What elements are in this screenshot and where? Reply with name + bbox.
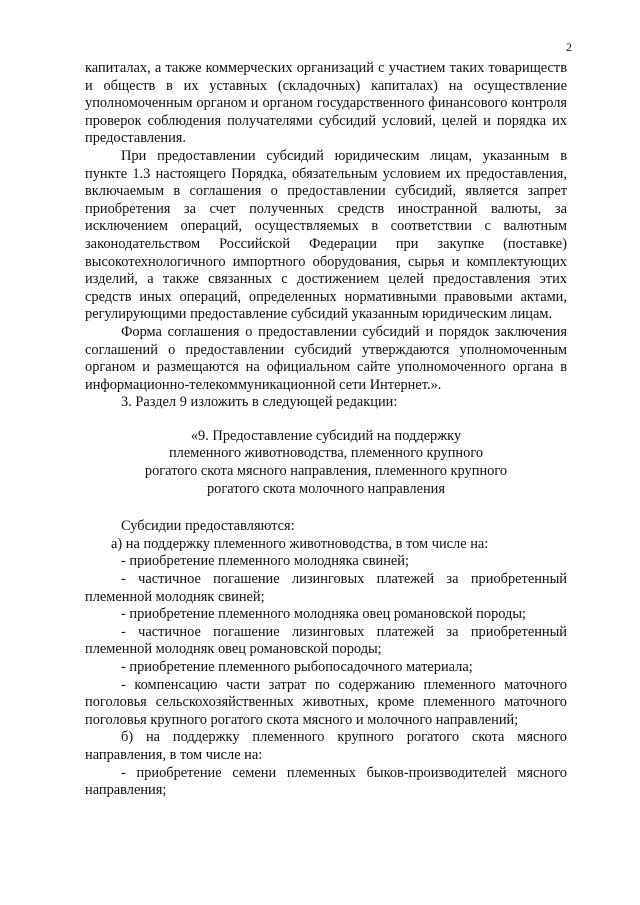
list-item: - компенсацию части затрат по содержанию племенного маточного поголовья сельскохозяйственных животных, кроме племенного маточного поголовья крупного рогатого скота мясного и молочного направлений; [85, 676, 567, 728]
list-item: - частичное погашение лизинговых платежей за приобретенный племенной молодняк свиней; [85, 571, 567, 605]
paragraph-intro-continuation: капиталах, а также коммерческих организаций с участием таких товариществ и обществ в их уставных (складочных) капиталах) на осуществление уполномоченным органом и органом государственного финансового контроля проверок соблюдения получателями субсидий условий, целей и порядка их предоставления. [85, 60, 567, 147]
section-heading-line: рогатого скота мясного направления, племенного крупного [144, 463, 508, 480]
list-item: - приобретение племенного молодняка овец романовской породы; [121, 606, 527, 623]
document-text [85, 60, 567, 800]
section-heading-line: «9. Предоставление субсидий на поддержку [190, 427, 462, 444]
list-item-a: а) на поддержку племенного животноводства, в том числе на: [111, 535, 489, 552]
section-heading-line: племенного животноводства, племенного крупного [168, 445, 484, 462]
list-item: - приобретение племенного молодняка свиней; [121, 553, 409, 570]
section-heading-line: рогатого скота молочного направления [206, 480, 445, 497]
list-item-b: б) на поддержку племенного крупного рогатого скота мясного направления, в том числе на: [85, 729, 567, 763]
paragraph-section-amendment: 3. Раздел 9 изложить в следующей редакции: [121, 394, 398, 411]
paragraph-agreement-form: Форма соглашения о предоставлении субсидий и порядок заключения соглашений о предоставлении субсидий утверждаются уполномоченным органом и размещаются на официальном сайте уполномоченного органа в информационно-телекоммуникационной сети Интернет.». [85, 323, 567, 393]
section-heading [85, 428, 567, 498]
paragraph-currency-restriction: При предоставлении субсидий юридическим лицам, указанным в пункте 1.3 настоящего Порядка, обязательным условием их предоставления, включаемым в соглашения о предоставлении субсидий, является запрет приобретения за счет полученных средств иностранной валюты, за исключением операций, осуществляемых в соответствии с валютным законодательством Российской Федерации при закупке (поставке) высокотехнологичного импортного оборудования, сырья и комплектующих изделий, а также связанных с достижением целей предоставления этих средств иных операций, определенных нормативными правовыми актами, регулирующими предоставление субсидий указанным юридическим лицам. [85, 147, 567, 323]
paragraph-subsidies-intro: Субсидии предоставляются: [121, 518, 295, 535]
list-item: - частичное погашение лизинговых платежей за приобретенный племенной молодняк овец романовской породы; [85, 623, 567, 658]
list-item: - приобретение племенного рыбопосадочного материала; [121, 659, 473, 675]
page-number: 2 [566, 40, 572, 54]
list-item: - приобретение семени племенных быков-производителей мясного направления; [85, 764, 567, 799]
